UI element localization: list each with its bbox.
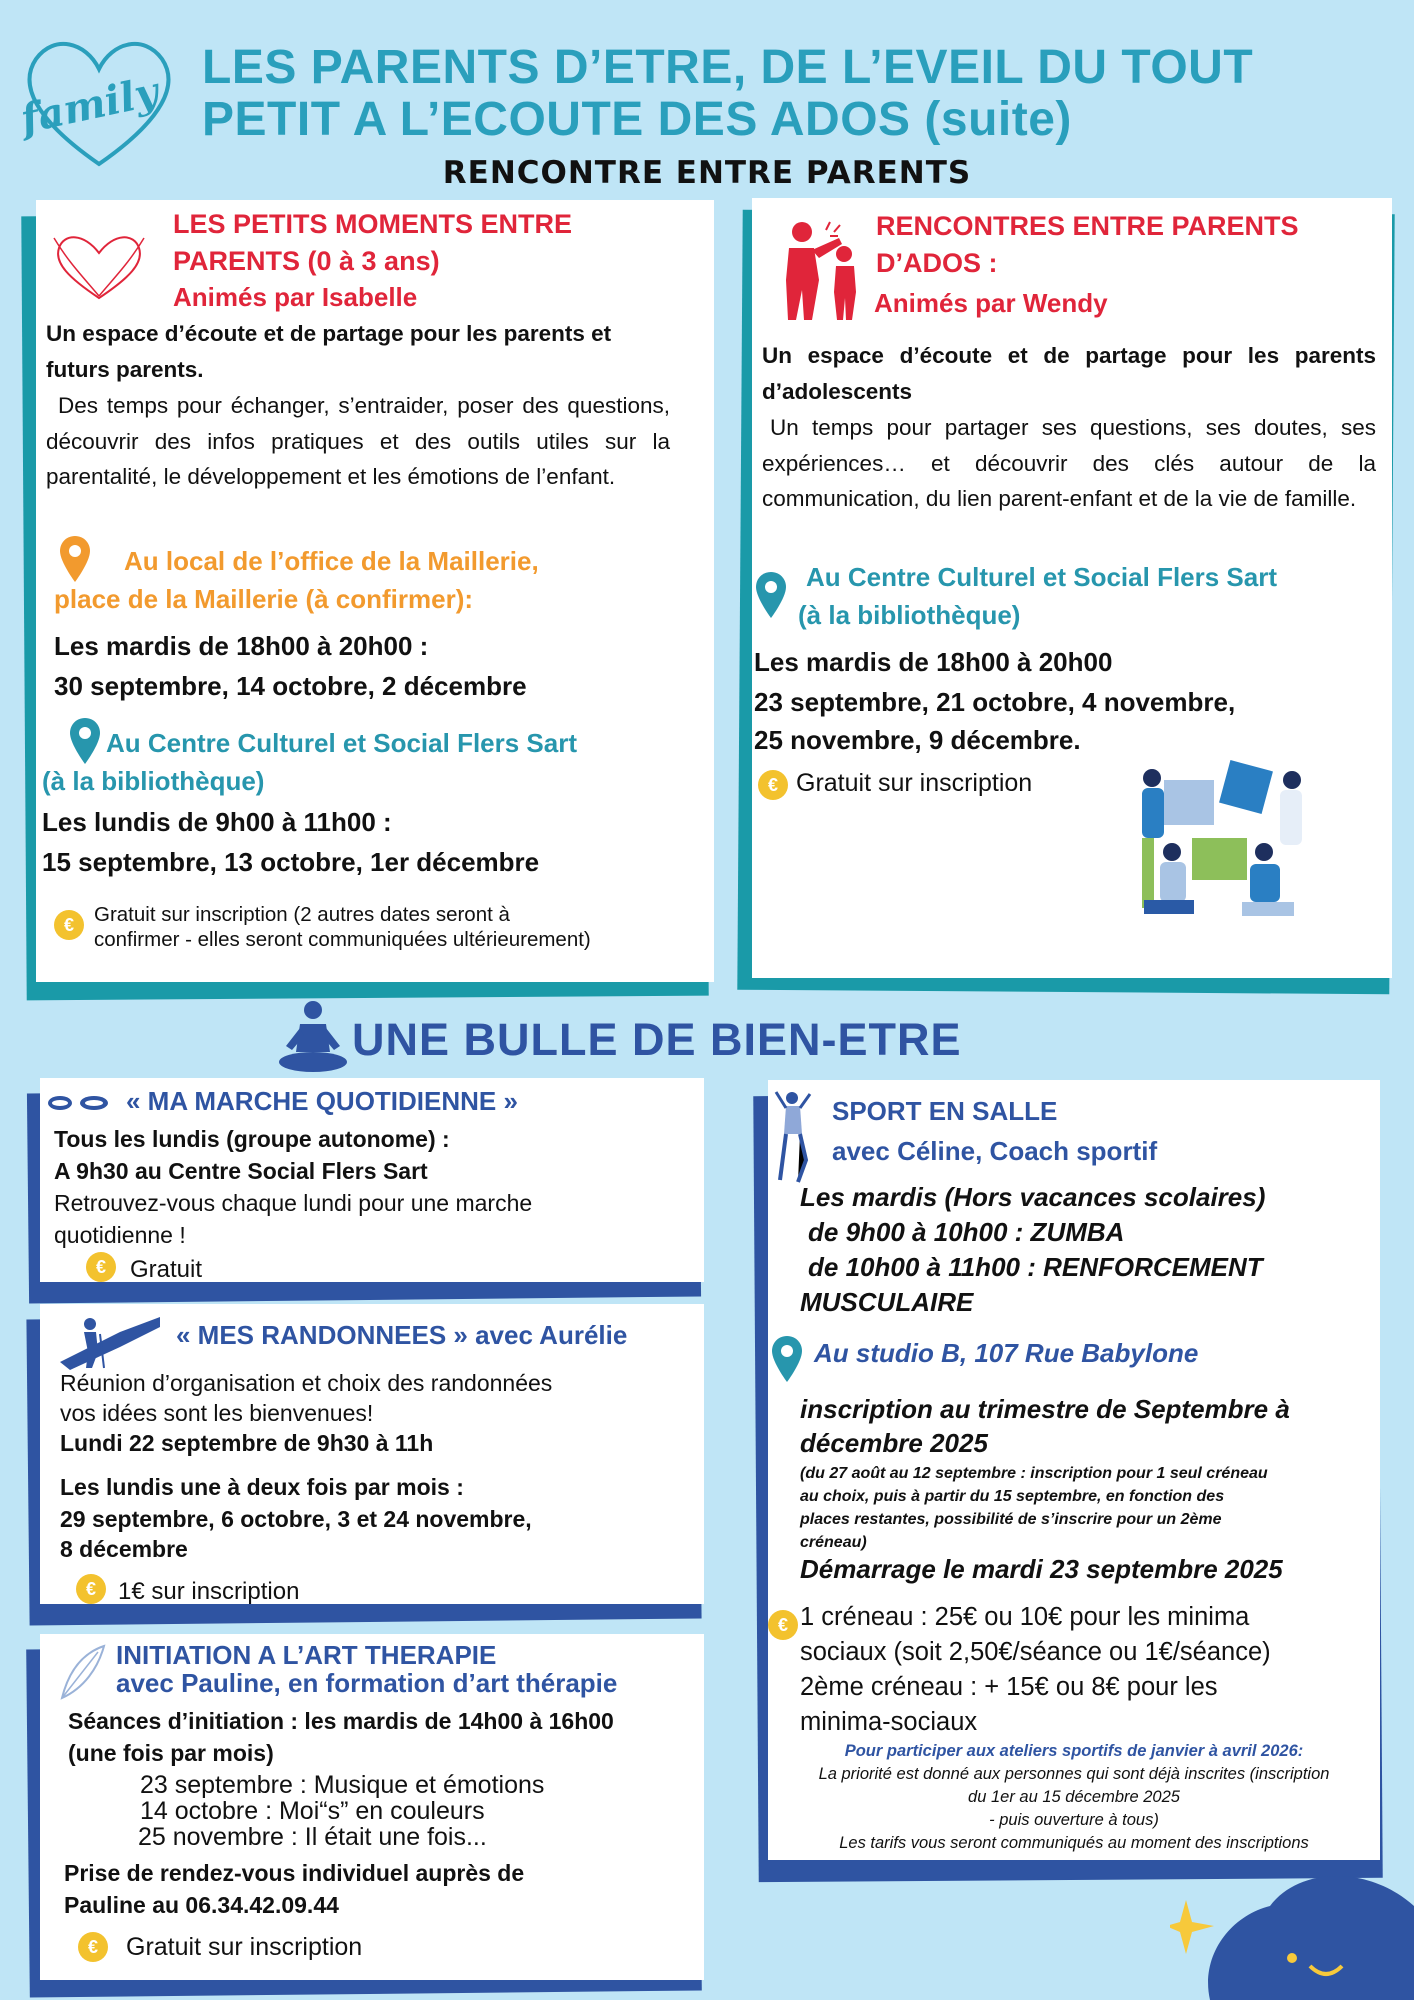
card-art-line1: Séances d’initiation : les mardis de 14h00 à 16h00 [68,1708,614,1734]
card-sport-prices [800,1600,1271,1740]
card2-animator: Animés par Wendy [874,288,1108,318]
parent-teen-icon [764,220,874,320]
card1-price-line2: confirmer - elles seront communiquées ultérieurement) [94,928,591,951]
card-sport-line2: de 9h00 à 10h00 : ZUMBA [808,1217,1125,1247]
card1-animator: Animés par Isabelle [173,282,418,312]
card2-schedule-line3: 25 novembre, 9 décembre. [754,725,1081,755]
card-rando-title: « MES RANDONNEES » avec Aurélie [176,1320,628,1350]
card1-schedule2-line2: 15 septembre, 13 octobre, 1er décembre [42,847,540,877]
card1-schedule1-line1: Les mardis de 18h00 à 20h00 : [54,631,429,661]
card-marche-line2: A 9h30 au Centre Social Flers Sart [54,1158,428,1184]
euro-coin-icon: € [54,910,84,940]
card-sport [768,1080,1380,1860]
card-rando-price: 1€ sur inscription [118,1578,300,1605]
card-sport-small-4: créneau) [800,1534,867,1551]
card2-location-line2: (à la bibliothèque) [798,600,1021,630]
card1-location2-line2: (à la bibliothèque) [42,766,265,796]
card-art-session-3: 25 novembre : Il était une fois... [138,1823,487,1851]
card1-intro: Des temps pour échanger, s’entraider, poser des questions, découvrir des infos pratiques et des outils utiles sur la parentalité, le développement et les émotions de l’enfant. [46,393,670,489]
card-art-session-1: 23 septembre : Musique et émotions [140,1771,545,1799]
card-art-therapie [40,1634,704,1980]
card-art-rdv-1: Prise de rendez-vous individuel auprès de [64,1860,525,1886]
title-line-1: LES PARENTS D’ETRE, DE L’EVEIL DU TOUT [202,41,1254,94]
card-sport-notice-3: du 1er au 15 décembre 2025 [968,1788,1180,1806]
family-logo [14,24,184,174]
card-art-line2: (une fois par mois) [68,1740,274,1766]
card-sport-location: Au studio B, 107 Rue Babylone [814,1338,1199,1368]
card-marche-line4: quotidienne ! [54,1222,186,1248]
card2-price: Gratuit sur inscription [796,769,1033,797]
card-sport-small-3: places restantes, possibilité de s’inscrire pour un 2ème [800,1511,1222,1528]
card1-intro-bold: Un espace d’écoute et de partage pour les parents et futurs parents. [46,321,612,382]
card2-title-1: RENCONTRES ENTRE PARENTS [876,211,1299,241]
card1-schedule2-line1: Les lundis de 9h00 à 11h00 : [42,807,392,837]
card1-location1-line2: place de la Maillerie (à confirmer): [54,584,474,614]
euro-coin-icon: € [768,1610,798,1640]
euro-coin-icon: € [86,1252,116,1282]
card-sport-notice-4: - puis ouverture à tous) [989,1811,1159,1829]
card-rando-line4: Les lundis une à deux fois par mois : [60,1474,464,1500]
euro-coin-icon: € [78,1932,108,1962]
card-art-title-2: avec Pauline, en formation d’art thérapie [116,1668,618,1698]
card-art-rdv-2: Pauline au 06.34.42.09.44 [64,1892,339,1918]
card-art-sessions [140,1772,544,1850]
card-sport-small-2: au choix, puis à partir du 15 septembre, en fonction des [800,1488,1225,1505]
section-subtitle: RENCONTRE ENTRE PARENTS [442,155,972,191]
meditation-icon [278,1000,348,1076]
card2-intro-bold: Un espace d’écoute et de partage pour les parents d’adolescents [762,343,1376,404]
card-petits-moments [36,200,714,982]
card-sport-inscription [800,1392,1290,1460]
card-sport-notice [768,1740,1380,1855]
hiker-icon [60,1312,160,1370]
euro-coin-icon: € [758,770,788,800]
card-sport-small-1: (du 27 août au 12 septembre : inscription pour 1 seul créneau [800,1465,1268,1482]
card-art-title-1: INITIATION A L’ART THERAPIE [116,1640,497,1670]
card-sport-small-note [800,1462,1268,1554]
card1-title-2: PARENTS (0 à 3 ans) [173,246,440,276]
card-rando-line1: Réunion d’organisation et choix des randonnées [60,1370,553,1396]
section-title-bien-etre: UNE BULLE DE BIEN-ETRE [352,1014,962,1065]
card-art-session-2: 14 octobre : Moi“s” en couleurs [140,1797,485,1825]
card1-price-line1: Gratuit sur inscription (2 autres dates seront à [94,903,510,926]
location-pin-icon [772,1336,802,1382]
card-sport-line3: de 10h00 à 11h00 : RENFORCEMENT [808,1252,1263,1282]
card-marche-title: « MA MARCHE QUOTIDIENNE » [126,1086,518,1116]
logo-text: family [16,68,163,143]
card-sport-schedule [800,1180,1265,1320]
card-sport-start: Démarrage le mardi 23 septembre 2025 [800,1554,1283,1584]
card-sport-price-1: 1 créneau : 25€ ou 10€ pour les minima [800,1603,1250,1631]
card-sport-title-1: SPORT EN SALLE [832,1096,1058,1126]
euro-coin-icon: € [76,1574,106,1604]
puzzle-people-illustration [1124,760,1324,940]
card-rando-line3: Lundi 22 septembre de 9h30 à 11h [60,1430,434,1456]
card-marche-price: Gratuit [130,1256,203,1283]
card-sport-insc-2: décembre 2025 [800,1428,988,1458]
card-sport-price-2: sociaux (soit 2,50€/séance ou 1€/séance) [800,1638,1271,1666]
location-pin-icon [70,718,100,764]
page-title [202,42,1253,146]
footprints-icon [46,1092,116,1114]
card-sport-price-4: minima-sociaux [800,1708,978,1736]
card-sport-title-2: avec Céline, Coach sportif [832,1136,1158,1166]
card1-location2-line1: Au Centre Culturel et Social Flers Sart [106,728,578,758]
card2-title-2: D’ADOS : [876,248,998,278]
card-rando-line2: vos idées sont les bienvenues! [60,1400,374,1426]
card2-schedule-line1: Les mardis de 18h00 à 20h00 [754,647,1113,677]
dancer-icon [772,1090,812,1186]
smiling-cloud-decoration [1170,1866,1414,2000]
card-sport-line4: MUSCULAIRE [800,1287,974,1317]
card-sport-notice-2: La priorité est donné aux personnes qui sont déjà inscrites (inscription [818,1765,1330,1783]
card2-schedule-line2: 23 septembre, 21 octobre, 4 novembre, [754,687,1236,717]
hands-heart-icon [44,218,154,308]
title-line-2: PETIT A L’ECOUTE DES ADOS (suite) [202,93,1072,146]
card2-intro: Un temps pour partager ses questions, ses doutes, ses expériences… et découvrir des clés autour de la communication, du lien parent-enfant et de la vie de famille. [762,415,1376,511]
card-rando-line6: 8 décembre [60,1536,188,1562]
card-marche-line3: Retrouvez-vous chaque lundi pour une marche [54,1190,533,1216]
card-marche-line1: Tous les lundis (groupe autonome) : [54,1126,450,1152]
card-ados [752,198,1392,978]
card-sport-insc-1: inscription au trimestre de Septembre à [800,1394,1290,1424]
feather-icon [58,1644,108,1700]
card1-title-1: LES PETITS MOMENTS ENTRE [173,209,573,239]
card-rando-line5: 29 septembre, 6 octobre, 3 et 24 novembre, [60,1506,532,1532]
card-sport-notice-1: Pour participer aux ateliers sportifs de janvier à avril 2026: [844,1742,1304,1760]
card1-schedule1-line2: 30 septembre, 14 octobre, 2 décembre [54,671,527,701]
card-sport-line1: Les mardis (Hors vacances scolaires) [800,1182,1266,1212]
card1-price [94,902,591,952]
card-art-price: Gratuit sur inscription [126,1933,363,1961]
location-pin-icon [756,572,786,618]
card-sport-price-3: 2ème créneau : + 15€ ou 8€ pour les [800,1673,1218,1701]
card1-location1-line1: Au local de l’office de la Maillerie, [124,546,539,576]
card-sport-notice-5: Les tarifs vous seront communiqués au moment des inscriptions [839,1834,1309,1852]
card-rando [40,1304,704,1604]
card-marche [40,1078,704,1282]
location-pin-icon [60,536,90,582]
card2-location-line1: Au Centre Culturel et Social Flers Sart [806,562,1278,592]
